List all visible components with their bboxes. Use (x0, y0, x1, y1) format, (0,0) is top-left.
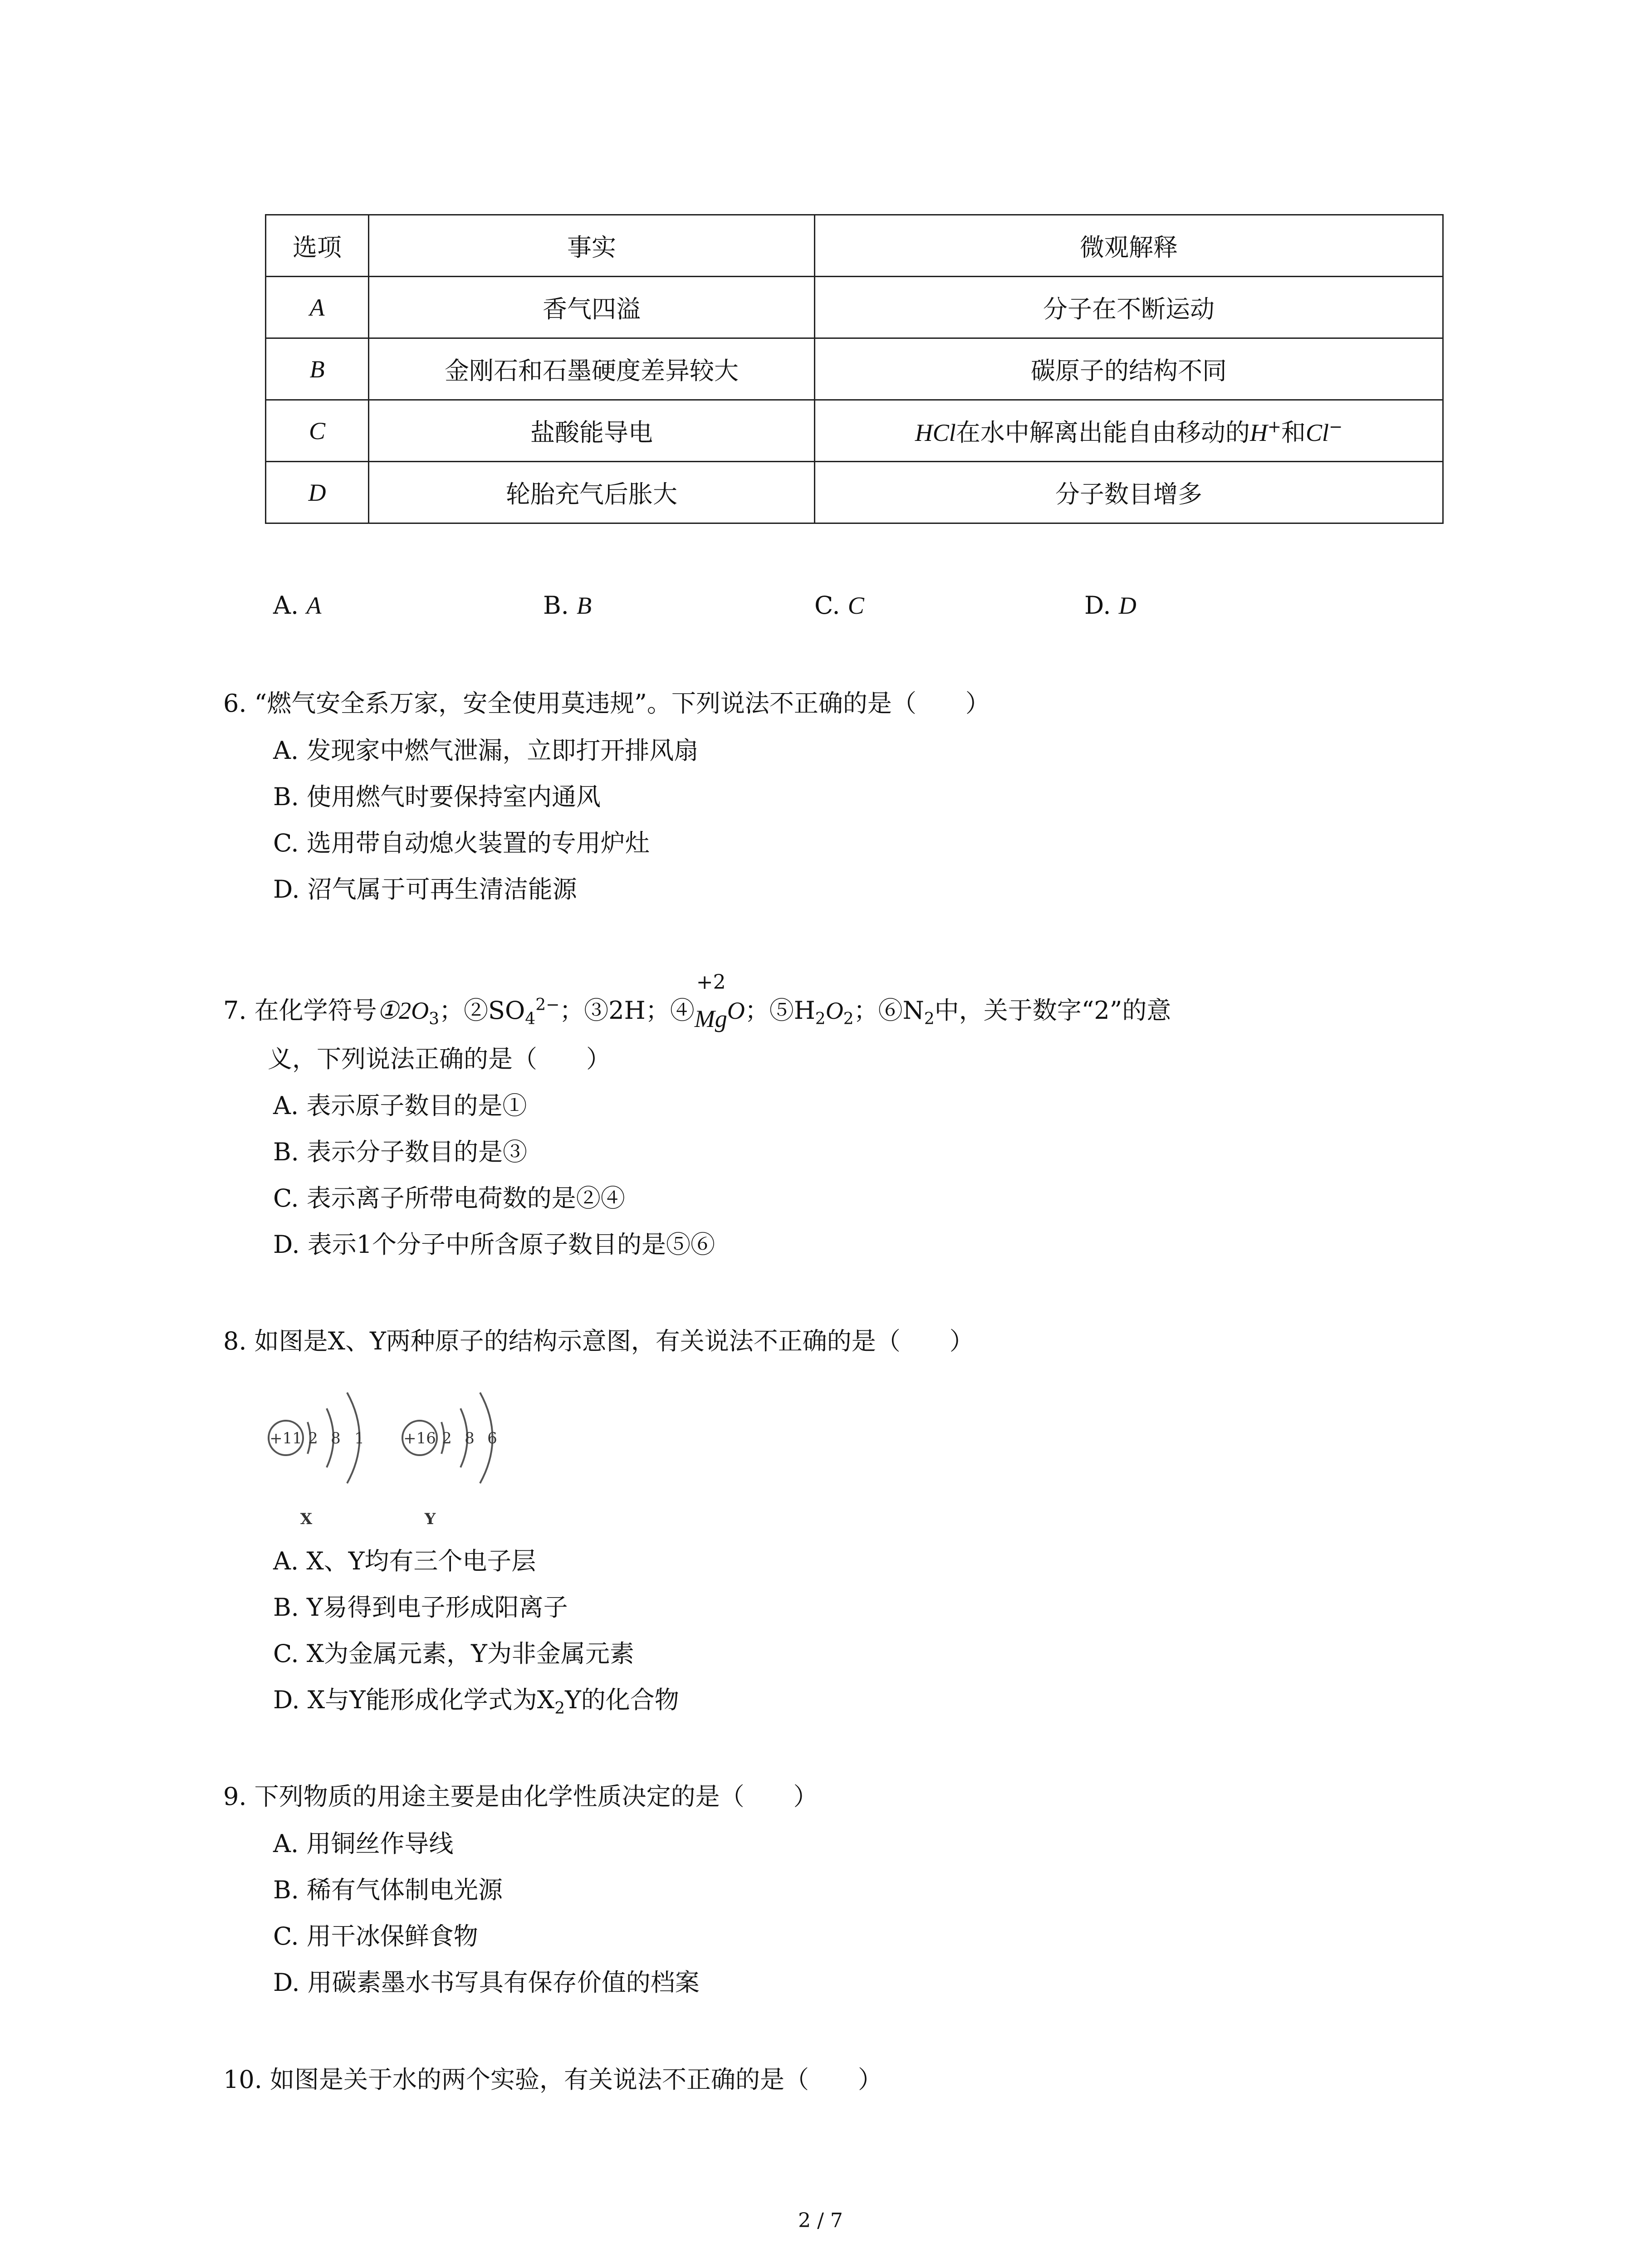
atom-y-nucleus-label: +16 (403, 1429, 436, 1447)
table-cell-explanation: 碳原子的结构不同 (815, 338, 1443, 400)
table-cell-option: C (266, 400, 369, 462)
q8-option-c[interactable]: C. X为金属元素，Y为非金属元素 (273, 1639, 634, 1668)
option-value: D (1118, 592, 1136, 619)
q6-option-b[interactable]: B. 使用燃气时要保持室内通风 (273, 782, 601, 811)
header-explanation: 微观解释 (815, 215, 1443, 277)
q6-option-a[interactable]: A. 发现家中燃气泄漏，立即打开排风扇 (273, 736, 699, 765)
q7-option-c[interactable]: C. 表示离子所带电荷数的是②④ (273, 1184, 625, 1212)
symbol-5: ；⑤H (745, 996, 815, 1025)
option-value: A (306, 592, 322, 619)
symbol-6: ；⑥N (853, 996, 924, 1025)
option-label: D. (1084, 591, 1111, 620)
q9-option-a[interactable]: A. 用铜丝作导线 (273, 1829, 454, 1858)
table-row (266, 338, 1443, 400)
explanation-text: 在水中解离出能自由移动的 (955, 418, 1250, 447)
option-label: A. (273, 591, 299, 620)
q9-option-d[interactable]: D. 用碳素墨水书写具有保存价值的档案 (273, 1968, 700, 1997)
table-cell-fact: 香气四溢 (369, 277, 815, 338)
subscript: 3 (429, 1009, 440, 1028)
symbol-5-o: O (825, 997, 843, 1024)
symbol-1: ①2O (377, 997, 429, 1024)
fact-explanation-table (265, 214, 1444, 524)
table-cell-option: D (266, 462, 369, 523)
option-tail: Y的化合物 (565, 1686, 679, 1714)
option-label: C. (814, 591, 840, 620)
symbol-2: ；②SO (439, 996, 525, 1025)
atom-x-shell-label: 8 (331, 1429, 341, 1447)
header-option: 选项 (266, 215, 369, 277)
formula-hcl: HCl (915, 419, 956, 446)
q7-option-a[interactable]: A. 表示原子数目的是① (273, 1091, 527, 1120)
atom-y-shell-label: 6 (487, 1429, 497, 1447)
table-cell-explanation: 分子在不断运动 (815, 277, 1443, 338)
atom-x-shell-label: 1 (354, 1429, 364, 1447)
q6-option-c[interactable]: C. 选用带自动熄火装置的专用炉灶 (273, 829, 650, 857)
table-cell-fact: 金刚石和石墨硬度差异较大 (369, 338, 815, 400)
subscript: 2 (843, 1009, 854, 1028)
option-text: D. X与Y能形成化学式为X (273, 1686, 555, 1714)
valence-label: +2 (696, 971, 726, 994)
q7-tail: 中，关于数字“2”的意 (934, 996, 1171, 1025)
q7-num: 7. 在化学符号 (223, 996, 377, 1025)
atom-y-label: Y (424, 1510, 436, 1528)
q7-option-d[interactable]: D. 表示1个分子中所含原子数目的是⑤⑥ (273, 1230, 715, 1259)
table-header-row (266, 215, 1443, 277)
atom-x-label: X (300, 1510, 313, 1528)
q7-option-b[interactable]: B. 表示分子数目的是③ (273, 1138, 528, 1166)
q5-option-c[interactable] (814, 590, 864, 621)
header-fact: 事实 (369, 215, 815, 277)
table-cell-fact: 盐酸能导电 (369, 400, 815, 462)
option-value: B (577, 592, 592, 619)
ion-cl: Cl (1306, 419, 1329, 446)
symbol-4 (694, 971, 727, 1032)
q6-stem: 6. “燃气安全系万家，安全使用莫违规”。下列说法不正确的是（ ） (223, 689, 990, 718)
symbol-o: O (727, 997, 745, 1024)
explanation-and: 和 (1281, 418, 1306, 447)
table-cell-option: B (266, 338, 369, 400)
table-row (266, 462, 1443, 523)
q9-option-c[interactable]: C. 用干冰保鲜食物 (273, 1922, 478, 1950)
subscript: 2 (924, 1009, 935, 1028)
option-label: B. (543, 591, 569, 620)
subscript: 4 (525, 1009, 536, 1028)
symbol-3: ；③2H；④ (559, 996, 695, 1025)
option-value: C (847, 592, 864, 619)
table-cell-explanation (815, 400, 1443, 462)
q10-stem: 10. 如图是关于水的两个实验，有关说法不正确的是（ ） (223, 2065, 883, 2094)
q5-option-a[interactable] (273, 590, 321, 621)
atom-x-shell-label: 2 (308, 1429, 318, 1447)
q8-option-a[interactable]: A. X、Y均有三个电子层 (273, 1547, 536, 1575)
q8-option-b[interactable]: B. Y易得到电子形成阳离子 (273, 1593, 568, 1622)
subscript: 2 (554, 1699, 565, 1718)
q9-option-b[interactable]: B. 稀有气体制电光源 (273, 1876, 503, 1904)
q5-option-d[interactable] (1084, 590, 1136, 621)
atom-x-nucleus-label: +11 (269, 1429, 302, 1447)
q6-option-d[interactable]: D. 沼气属于可再生清洁能源 (273, 875, 577, 904)
table-cell-fact: 轮胎充气后胀大 (369, 462, 815, 523)
table-cell-explanation: 分子数目增多 (815, 462, 1443, 523)
ion-h: H (1249, 419, 1268, 446)
q5-option-b[interactable] (543, 590, 592, 621)
atom-structure-diagram (259, 1370, 513, 1542)
q7-stem-line2: 义，下列说法正确的是（ ） (268, 1045, 611, 1073)
atom-y-shell-label: 2 (442, 1429, 452, 1447)
q8-stem: 8. 如图是X、Y两种原子的结构示意图，有关说法不正确的是（ ） (223, 1327, 974, 1355)
table-row (266, 400, 1443, 462)
atom-y-shell-label: 8 (465, 1429, 475, 1447)
symbol-mg: Mg (694, 1005, 727, 1032)
ion-h-charge: + (1267, 418, 1281, 436)
subscript: 2 (815, 1009, 826, 1028)
q8-option-d[interactable] (273, 1684, 679, 1716)
table-row (266, 277, 1443, 338)
q9-stem: 9. 下列物质的用途主要是由化学性质决定的是（ ） (223, 1782, 818, 1811)
q7-stem (223, 971, 1171, 1032)
page-number: 2 / 7 (798, 2209, 843, 2232)
superscript: 2− (535, 996, 560, 1014)
ion-cl-charge: − (1329, 418, 1343, 436)
table-cell-option: A (266, 277, 369, 338)
